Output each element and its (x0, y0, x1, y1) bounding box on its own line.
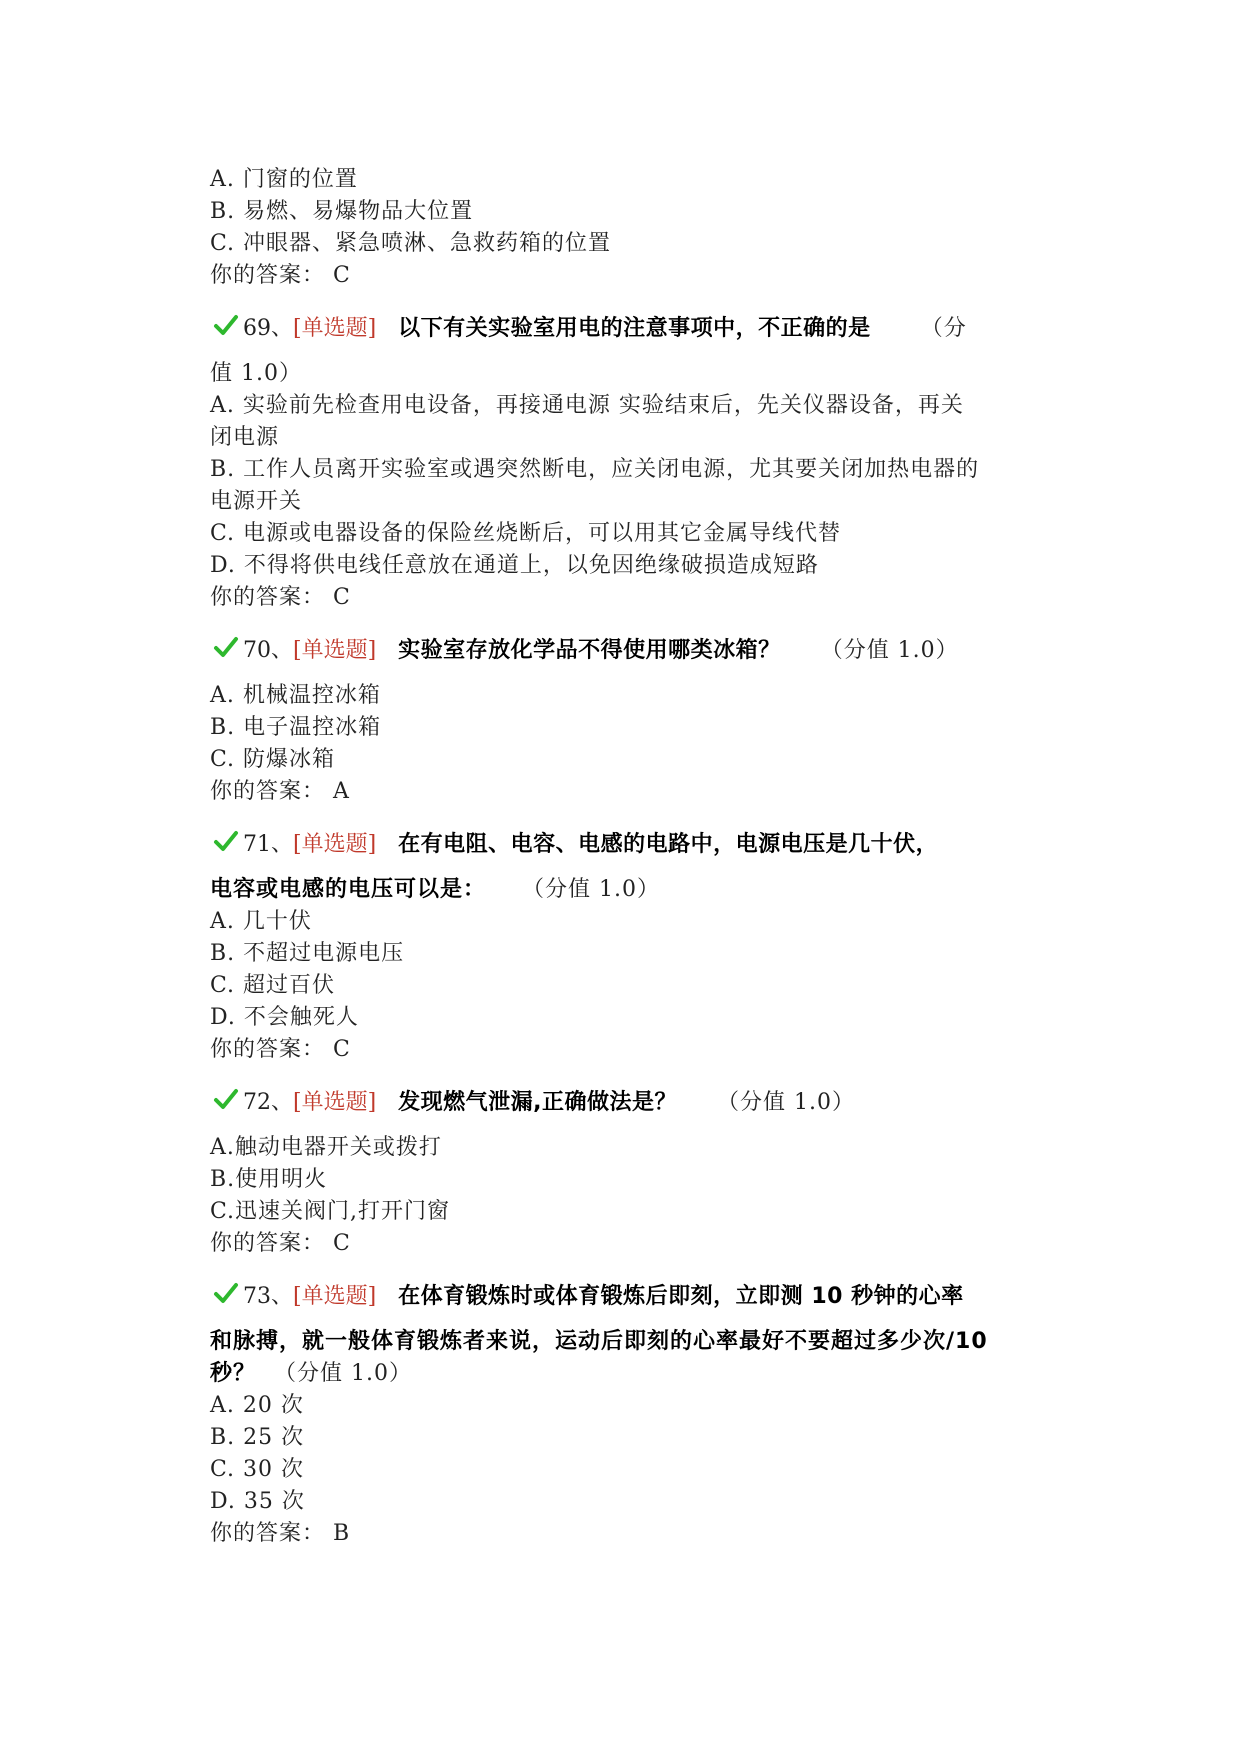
question-score-continued: 值 1.0） (210, 361, 302, 386)
option-a-continued: 闭电源 (210, 425, 280, 450)
option-a: A.触动电器开关或拨打 (210, 1135, 442, 1160)
question-score: （分值 1.0） (717, 1090, 856, 1115)
check-icon (213, 635, 239, 661)
question-type-tag: [单选题] (293, 1090, 377, 1115)
option-d: D. 不会触死人 (210, 1005, 359, 1030)
question-number: 72、 (243, 1090, 293, 1115)
your-answer: 你的答案： A (210, 779, 350, 804)
question-number: 71、 (243, 832, 293, 857)
question-type-tag: [单选题] (293, 1284, 377, 1309)
question-text-line3: 秒？ (210, 1361, 257, 1386)
option-c: C. 30 次 (210, 1457, 305, 1482)
question-type-tag: [单选题] (293, 638, 377, 663)
question-number: 69、 (243, 316, 293, 341)
question-text: 在体育锻炼时或体育锻炼后即刻，立即测 10 秒钟的心率 (398, 1284, 964, 1309)
option-c: C. 防爆冰箱 (210, 747, 336, 772)
option-c: C. 电源或电器设备的保险丝烧断后，可以用其它金属导线代替 (210, 521, 842, 546)
option-b: B. 工作人员离开实验室或遇突然断电，应关闭电源，尤其要关闭加热电器的 (210, 457, 980, 482)
check-icon (213, 313, 239, 339)
question-text: 发现燃气泄漏,正确做法是？ (398, 1090, 678, 1115)
option-b-continued: 电源开关 (210, 489, 303, 514)
option-a: A. 门窗的位置 (210, 167, 358, 192)
your-answer: 你的答案： C (210, 263, 351, 288)
option-b: B.使用明火 (210, 1167, 328, 1192)
question-text-continued (210, 1358, 1040, 1390)
option-b: B. 电子温控冰箱 (210, 715, 382, 740)
question-type-tag: [单选题] (293, 832, 377, 857)
option-a: A. 实验前先检查用电设备，再接通电源 实验结束后，先关仪器设备，再关 (210, 393, 964, 418)
option-c: C.迅速关阀门,打开门窗 (210, 1199, 451, 1224)
option-b: B. 易燃、易爆物品大位置 (210, 199, 474, 224)
question-score: （分值 1.0） (522, 877, 660, 902)
option-a: A. 20 次 (210, 1393, 304, 1418)
your-answer: 你的答案： C (210, 1231, 351, 1256)
option-a: A. 机械温控冰箱 (210, 683, 381, 708)
your-answer: 你的答案： B (210, 1521, 351, 1546)
question-score: （分值 1.0） (274, 1361, 412, 1386)
question-score: （分 (920, 316, 967, 341)
option-b: B. 不超过电源电压 (210, 941, 405, 966)
option-a: A. 几十伏 (210, 909, 312, 934)
question-score: （分值 1.0） (820, 638, 959, 663)
your-answer: 你的答案： C (210, 1037, 351, 1062)
question-text: 在有电阻、电容、电感的电路中，电源电压是几十伏， (398, 832, 939, 857)
option-c: C. 超过百伏 (210, 973, 336, 998)
your-answer: 你的答案： C (210, 585, 351, 610)
question-text: 实验室存放化学品不得使用哪类冰箱？ (398, 638, 781, 663)
check-icon (213, 829, 239, 855)
option-b: B. 25 次 (210, 1425, 305, 1450)
question-text: 以下有关实验室用电的注意事项中，不正确的是 (398, 316, 871, 341)
check-icon (213, 1087, 239, 1113)
option-d: D. 35 次 (210, 1489, 305, 1514)
option-d: D. 不得将供电线任意放在通道上，以免因绝缘破损造成短路 (210, 553, 819, 578)
question-text-line2: 和脉搏，就一般体育锻炼者来说，运动后即刻的心率最好不要超过多少次/10 (210, 1329, 988, 1354)
question-text-continued (210, 1326, 1040, 1358)
question-type-tag: [单选题] (293, 316, 377, 341)
question-text-continued (210, 874, 1040, 906)
question-number: 73、 (243, 1284, 293, 1309)
check-icon (213, 1281, 239, 1307)
option-c: C. 冲眼器、紧急喷淋、急救药箱的位置 (210, 231, 612, 256)
question-number: 70、 (243, 638, 293, 663)
question-text-line2: 电容或电感的电压可以是： (210, 877, 487, 902)
